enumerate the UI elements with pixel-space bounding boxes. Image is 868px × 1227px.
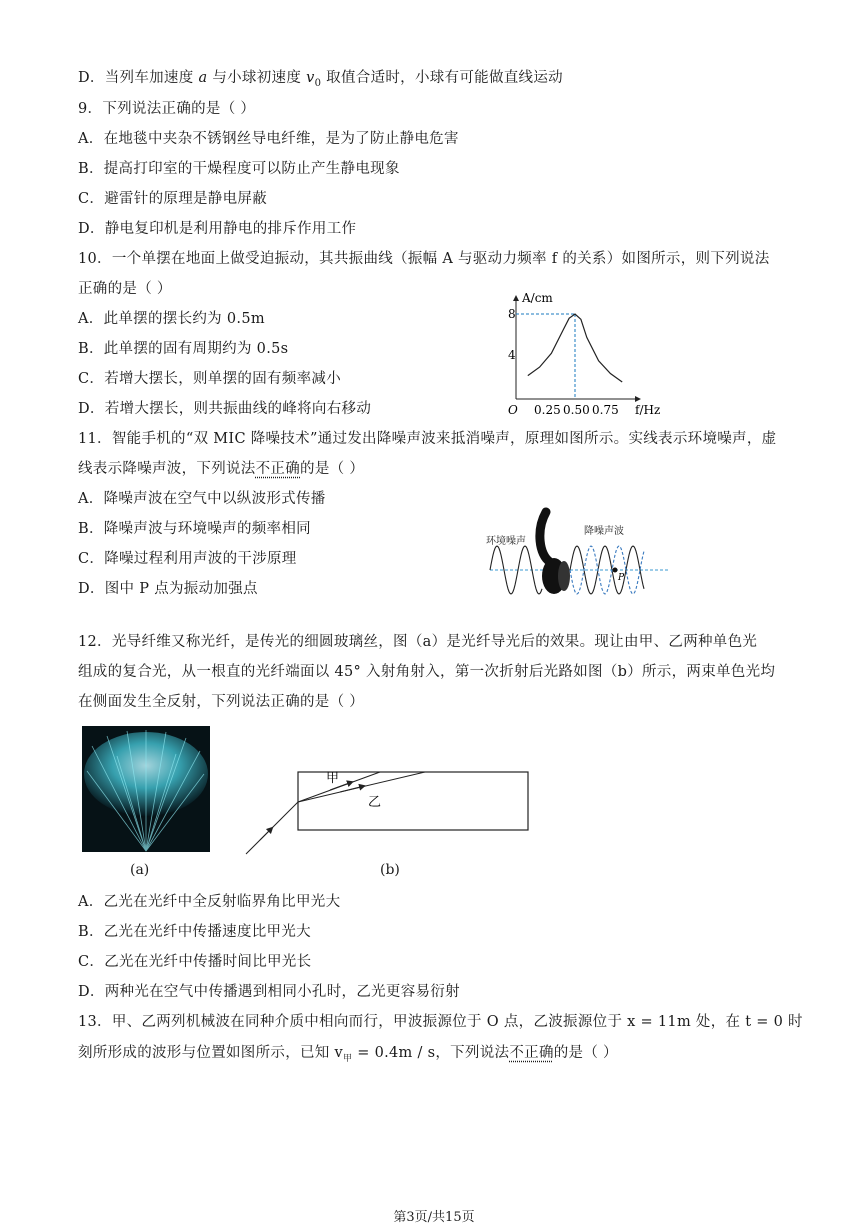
anti-noise-label: 降噪声波 (584, 526, 624, 537)
noise-cancel-figure (484, 500, 674, 605)
q12-option-a: A．乙光在光纤中全反射临界角比甲光大 (78, 894, 341, 910)
q8d-text-b: 与小球初速度 (212, 70, 302, 86)
symbol-a: a (198, 70, 208, 86)
q13-line2-b: = 0.4m / s，下列说法 (352, 1045, 510, 1061)
q9-option-a: A．在地毯中夹杂不锈钢丝导电纤维，是为了防止静电危害 (78, 131, 459, 147)
q10-stem-line1: 10．一个单摆在地面上做受迫振动，其共振曲线（振幅 A 与驱动力频率 f 的关系）如图所示，则下列说法 (78, 251, 770, 267)
q8d-text-a: D．当列车加速度 (78, 70, 194, 86)
q13-line2-c: 的是（ ） (553, 1045, 618, 1061)
q12-stem-line1: 12．光导纤维又称光纤，是传光的细圆玻璃丝，图（a）是光纤导光后的效果。现让由甲、乙两种单色光 (78, 634, 758, 650)
q11-stem-line2 (78, 459, 364, 479)
resonance-curve-chart (500, 286, 670, 420)
q13-stem-line2 (78, 1043, 618, 1069)
q8-option-d (78, 68, 563, 94)
q10-option-a: A．此单摆的摆长约为 0.5m (78, 311, 265, 327)
q13-emphasis: 不正确 (509, 1045, 554, 1061)
symbol-v-sub: 0 (314, 77, 322, 89)
q9-option-b: B．提高打印室的干燥程度可以防止产生静电现象 (78, 161, 400, 177)
ray-jia-label: 甲 (326, 771, 340, 786)
q8d-text-c: 取值合适时，小球有可能做直线运动 (326, 70, 563, 86)
fiber-light-path-figure (240, 762, 540, 858)
q13-line2-a: 刻所形成的波形与位置如图所示，已知 v (78, 1045, 343, 1061)
point-p-label: P (618, 573, 625, 583)
q11-emphasis: 不正确 (255, 461, 301, 477)
incident-ray-arrow (260, 828, 272, 840)
x-tick-050: 0.50 (563, 403, 590, 417)
q9-stem: 9．下列说法正确的是（ ） (78, 101, 256, 117)
page-footer: 第3页/共15页 (393, 1210, 475, 1225)
q11-option-b: B．降噪声波与环境噪声的频率相同 (78, 521, 311, 537)
q12-option-b: B．乙光在光纤中传播速度比甲光大 (78, 924, 311, 940)
y-tick-8: 8 (508, 307, 516, 321)
symbol-v: v (306, 70, 315, 86)
q12-stem-line2: 组成的复合光，从一根直的光纤端面以 45° 入射角射入，第一次折射后光路如图（b）所示，两束单色光均 (78, 664, 776, 680)
q10-option-b: B．此单摆的固有周期约为 0.5s (78, 341, 289, 357)
q10-option-c: C．若增大摆长，则单摆的固有频率减小 (78, 371, 341, 387)
q9-option-c: C．避雷针的原理是静电屏蔽 (78, 191, 267, 207)
q12-option-d: D．两种光在空气中传播遇到相同小孔时，乙光更容易衍射 (78, 984, 460, 1000)
point-p-dot (613, 568, 618, 573)
x-tick-075: 0.75 (592, 403, 619, 417)
q11-option-a: A．降噪声波在空气中以纵波形式传播 (78, 491, 326, 507)
q11-option-d: D．图中 P 点为振动加强点 (78, 581, 258, 597)
x-axis-label: f/Hz (635, 403, 661, 417)
q13-v-sub: 甲 (343, 1053, 353, 1064)
caption-b: (b) (380, 862, 400, 878)
q11-option-c: C．降噪过程利用声波的干涉原理 (78, 551, 297, 567)
q12-stem-line3: 在侧面发生全反射，下列说法正确的是（ ） (78, 694, 365, 710)
ray-yi-arrow (340, 786, 364, 792)
origin-label: O (508, 403, 518, 417)
ambient-noise-label: 环境噪声 (486, 536, 526, 547)
q11-stem-line1: 11．智能手机的“双 MIC 降噪技术”通过发出降噪声波来抵消噪声，原理如图所示。实线表示环境噪声，虚 (78, 431, 777, 447)
q11-line2-b: 的是（ ） (300, 461, 365, 477)
y-axis-label: A/cm (522, 291, 553, 305)
q13-stem-line1: 13．甲、乙两列机械波在同种介质中相向而行，甲波振源位于 O 点，乙波振源位于 x = 11m 处，在 t = 0 时 (78, 1014, 803, 1030)
earphone-cable-icon (540, 512, 550, 562)
q12-option-c: C．乙光在光纤中传播时间比甲光长 (78, 954, 312, 970)
earphone-speaker-icon (558, 561, 570, 591)
q11-line2-a: 线表示降噪声波，下列说法 (78, 461, 256, 477)
caption-a: (a) (130, 862, 150, 878)
q9-option-d: D．静电复印机是利用静电的排斥作用工作 (78, 221, 357, 237)
optical-fiber-photo (82, 726, 210, 852)
q10-stem-line2: 正确的是（ ） (78, 281, 172, 297)
q10-option-d: D．若增大摆长，则共振曲线的峰将向右移动 (78, 401, 372, 417)
x-tick-025: 0.25 (534, 403, 561, 417)
y-tick-4: 4 (508, 348, 516, 362)
ray-yi-label: 乙 (368, 795, 382, 810)
